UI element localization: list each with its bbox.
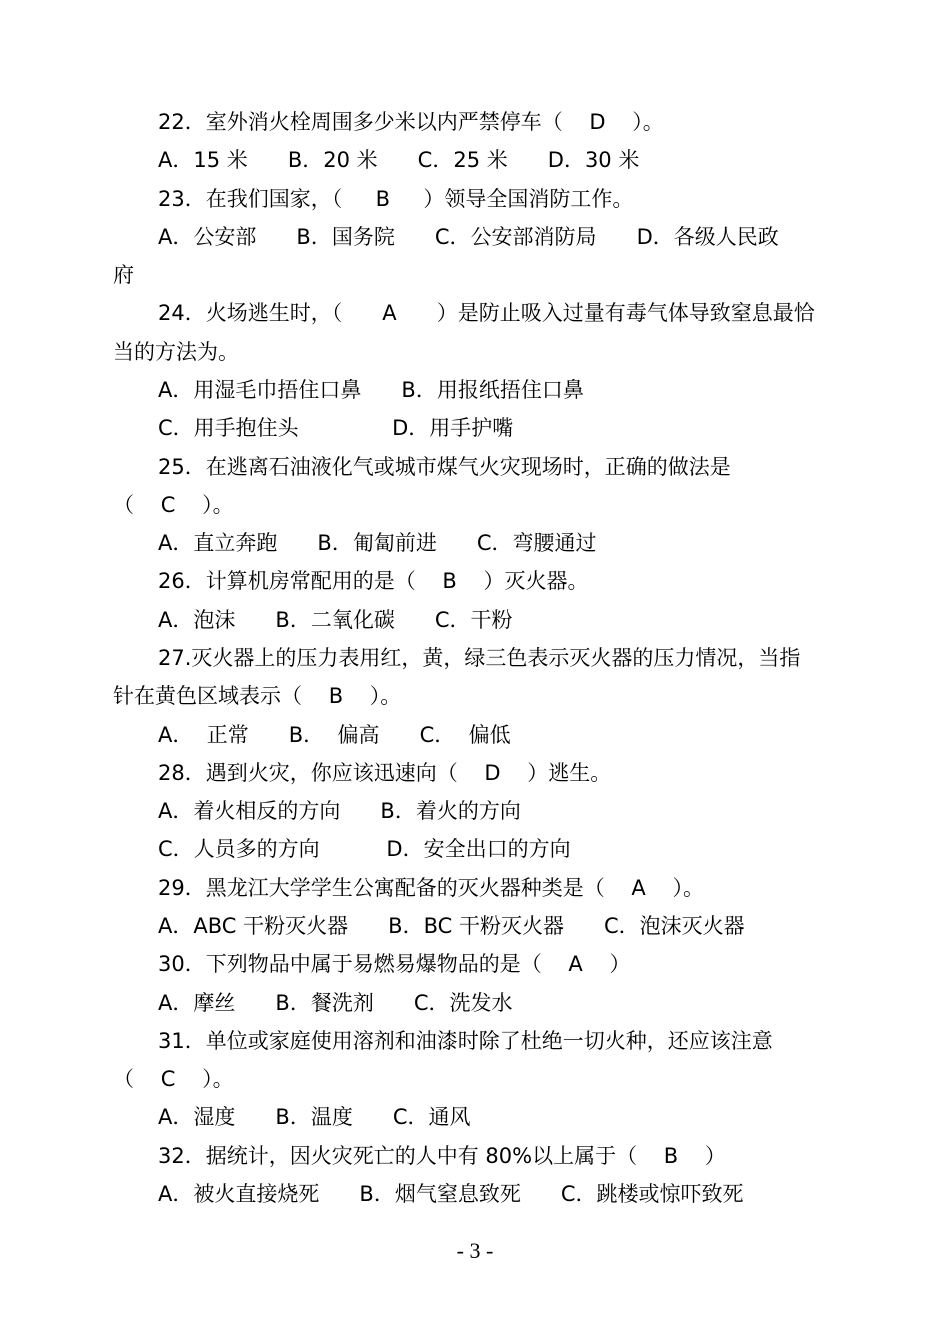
question-24: 24．火场逃生时，（ A ）是防止吸入过量有毒气体导致窒息最恰	[158, 301, 815, 325]
options-28-cd: C．人员多的方向 D．安全出口的方向	[158, 837, 571, 861]
question-27-cont: 针在黄色区域表示（ B ）。	[113, 684, 402, 708]
question-25: 25．在逃离石油液化气或城市煤气火灾现场时，正确的做法是	[158, 455, 731, 479]
options-24-cd: C．用手抱住头 D．用手护嘴	[158, 416, 514, 440]
options-22: A．15 米 B．20 米 C．25 米 D．30 米	[158, 148, 640, 172]
question-29: 29．黑龙江大学学生公寓配备的灭火器种类是（ A ）。	[158, 876, 704, 900]
question-31-cont: （ C ）。	[113, 1067, 234, 1091]
question-26: 26．计算机房常配用的是（ B ）灭火器。	[158, 569, 589, 593]
options-29: A．ABC 干粉灭火器 B．BC 干粉灭火器 C．泡沫灭火器	[158, 914, 745, 938]
page-number: - 3 -	[456, 1238, 494, 1263]
options-32: A．被火直接烧死 B．烟气窒息致死 C．跳楼或惊吓致死	[158, 1182, 744, 1206]
options-24-ab: A．用湿毛巾捂住口鼻 B．用报纸捂住口鼻	[158, 378, 584, 402]
options-25: A．直立奔跑 B．匍匐前进 C．弯腰通过	[158, 531, 597, 555]
question-23: 23．在我们国家，（ B ）领导全国消防工作。	[158, 187, 634, 211]
options-30: A．摩丝 B．餐洗剂 C．洗发水	[158, 991, 513, 1015]
options-27: A． 正常 B． 偏高 C． 偏低	[158, 723, 511, 747]
question-22: 22．室外消火栓周围多少米以内严禁停车（ D ）。	[158, 110, 664, 134]
question-31: 31．单位或家庭使用溶剂和油漆时除了杜绝一切火种，还应该注意	[158, 1029, 773, 1053]
options-23-cont: 府	[113, 263, 134, 287]
question-27: 27.灭火器上的压力表用红，黄，绿三色表示灭火器的压力情况，当指	[158, 646, 801, 670]
question-32: 32．据统计，因火灾死亡的人中有 80%以上属于（ B ）	[158, 1144, 726, 1168]
options-31: A．湿度 B．温度 C．通风	[158, 1105, 471, 1129]
question-24-cont: 当的方法为。	[113, 340, 239, 364]
options-26: A．泡沫 B．二氧化碳 C．干粉	[158, 608, 513, 632]
question-30: 30．下列物品中属于易燃易爆物品的是（ A ）	[158, 952, 631, 976]
options-28-ab: A．着火相反的方向 B．着火的方向	[158, 799, 521, 823]
question-28: 28．遇到火灾，你应该迅速向（ D ）逃生。	[158, 761, 612, 785]
options-23: A．公安部 B．国务院 C．公安部消防局 D．各级人民政	[158, 225, 779, 249]
question-25-cont: （ C ）。	[113, 493, 234, 517]
